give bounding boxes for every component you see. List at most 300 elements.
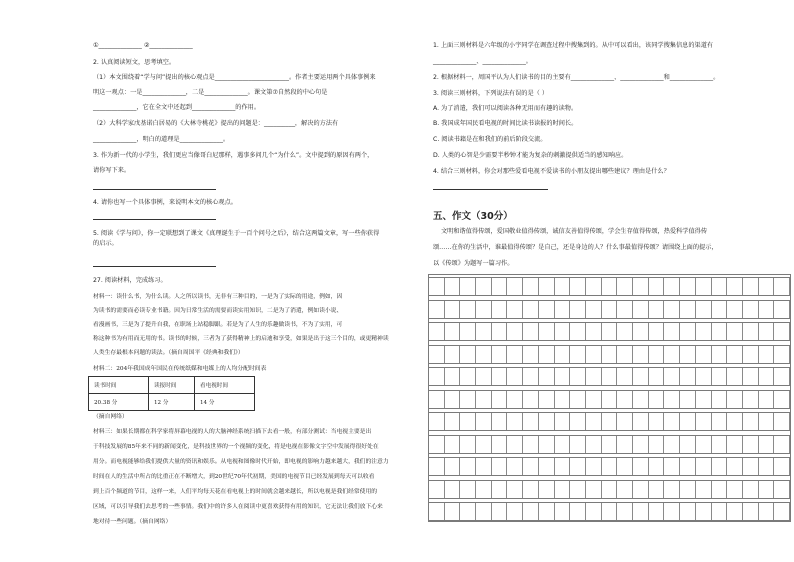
- grid-cell[interactable]: [633, 503, 649, 520]
- grid-cell[interactable]: [492, 481, 508, 498]
- material-3-line: 材料三：如果长期都在科学家将屏幕电视的人的大脑神经系统扫描下去看一般，有部分测试：当电视主要是出: [93, 429, 372, 435]
- grid-cell[interactable]: [617, 503, 633, 520]
- grid-row: [429, 435, 790, 454]
- option-a: A. 为了消遣，我们可以阅读各种无用而有趣的读物。: [433, 105, 578, 112]
- grid-cell[interactable]: [665, 323, 681, 340]
- grid-cell[interactable]: [696, 458, 712, 475]
- grid-cell[interactable]: [759, 391, 775, 408]
- grid-cell[interactable]: [633, 323, 649, 340]
- grid-cell[interactable]: [602, 503, 618, 520]
- grid-cell[interactable]: [445, 301, 461, 318]
- table-cell: 读书时间: [89, 377, 149, 394]
- source-note: （摘自网络）: [93, 414, 128, 420]
- material-1-line: 材料一：读什么书，为什么读。人之所以读书，无非有三种目的，一是为了实际的用途，例如，因: [93, 294, 343, 300]
- grid-cell[interactable]: [759, 368, 775, 385]
- grid-cell[interactable]: [492, 278, 508, 295]
- grid-row: [429, 345, 790, 364]
- grid-cell[interactable]: [727, 346, 743, 363]
- grid-cell[interactable]: [712, 346, 728, 363]
- grid-cell[interactable]: [539, 346, 555, 363]
- grid-cell[interactable]: [523, 323, 539, 340]
- table-cell: 读报时间: [149, 377, 195, 394]
- essay-section-title: 五、作文（30分）: [433, 211, 513, 222]
- grid-cell[interactable]: [602, 413, 618, 430]
- grid-cell[interactable]: [665, 436, 681, 453]
- grid-cell[interactable]: [665, 368, 681, 385]
- grid-cell[interactable]: [492, 436, 508, 453]
- grid-cell[interactable]: [460, 413, 476, 430]
- grid-cell[interactable]: [759, 458, 775, 475]
- grid-cell[interactable]: [680, 301, 696, 318]
- grid-cell[interactable]: [492, 458, 508, 475]
- grid-cell[interactable]: [523, 278, 539, 295]
- grid-cell[interactable]: [508, 323, 524, 340]
- grid-cell[interactable]: [602, 458, 618, 475]
- grid-cell[interactable]: [429, 346, 445, 363]
- grid-cell[interactable]: [743, 436, 759, 453]
- grid-cell[interactable]: [539, 301, 555, 318]
- grid-cell[interactable]: [460, 278, 476, 295]
- grid-cell[interactable]: [570, 481, 586, 498]
- grid-cell[interactable]: [476, 278, 492, 295]
- grid-cell[interactable]: [523, 391, 539, 408]
- grid-cell[interactable]: [555, 391, 571, 408]
- grid-cell[interactable]: [633, 391, 649, 408]
- question-3-cont: 请你写下来。: [93, 167, 131, 174]
- grid-cell[interactable]: [649, 278, 665, 295]
- grid-cell[interactable]: [774, 323, 790, 340]
- answer-line: [93, 266, 216, 267]
- option-c: C. 阅读书籍是在和我们的前后阶段交流。: [433, 136, 547, 143]
- grid-cell[interactable]: [680, 413, 696, 430]
- grid-cell[interactable]: [508, 436, 524, 453]
- grid-cell[interactable]: [649, 413, 665, 430]
- grid-cell[interactable]: [633, 481, 649, 498]
- grid-cell[interactable]: [445, 278, 461, 295]
- grid-cell[interactable]: [617, 413, 633, 430]
- grid-cell[interactable]: [665, 458, 681, 475]
- grid-cell[interactable]: [429, 458, 445, 475]
- grid-cell[interactable]: [774, 391, 790, 408]
- grid-cell[interactable]: [727, 503, 743, 520]
- grid-cell[interactable]: [539, 368, 555, 385]
- grid-cell[interactable]: [680, 391, 696, 408]
- grid-cell[interactable]: [617, 346, 633, 363]
- grid-cell[interactable]: [633, 458, 649, 475]
- grid-cell[interactable]: [712, 278, 728, 295]
- grid-cell[interactable]: [743, 458, 759, 475]
- grid-cell[interactable]: [508, 391, 524, 408]
- grid-cell[interactable]: [759, 346, 775, 363]
- grid-cell[interactable]: [743, 346, 759, 363]
- grid-cell[interactable]: [586, 346, 602, 363]
- grid-cell[interactable]: [586, 503, 602, 520]
- grid-cell[interactable]: [649, 436, 665, 453]
- grid-cell[interactable]: [476, 481, 492, 498]
- grid-cell[interactable]: [759, 323, 775, 340]
- grid-cell[interactable]: [570, 436, 586, 453]
- grid-cell[interactable]: [570, 323, 586, 340]
- grid-cell[interactable]: [665, 346, 681, 363]
- grid-cell[interactable]: [555, 436, 571, 453]
- grid-cell[interactable]: [555, 278, 571, 295]
- grid-cell[interactable]: [649, 323, 665, 340]
- grid-cell[interactable]: [774, 301, 790, 318]
- grid-cell[interactable]: [649, 481, 665, 498]
- grid-cell[interactable]: [602, 301, 618, 318]
- grid-cell[interactable]: [460, 436, 476, 453]
- grid-cell[interactable]: [445, 413, 461, 430]
- grid-cell[interactable]: [445, 346, 461, 363]
- grid-cell[interactable]: [476, 323, 492, 340]
- grid-cell[interactable]: [680, 368, 696, 385]
- grid-cell[interactable]: [555, 368, 571, 385]
- grid-cell[interactable]: [680, 481, 696, 498]
- material-3-line: 区域，可以引导我们去思考的一些事情。我们中的许多人在阅读中更喜欢获得有用的知识，它无法让我们放下心来: [93, 504, 383, 510]
- grid-cell[interactable]: [774, 458, 790, 475]
- grid-cell[interactable]: [555, 323, 571, 340]
- grid-cell[interactable]: [680, 503, 696, 520]
- grid-row: [429, 412, 790, 431]
- grid-cell[interactable]: [774, 503, 790, 520]
- grid-cell[interactable]: [492, 391, 508, 408]
- grid-cell[interactable]: [712, 458, 728, 475]
- grid-cell[interactable]: [508, 503, 524, 520]
- grid-cell[interactable]: [649, 368, 665, 385]
- grid-cell[interactable]: [586, 413, 602, 430]
- grid-cell[interactable]: [712, 436, 728, 453]
- grid-cell[interactable]: [508, 458, 524, 475]
- grid-cell[interactable]: [696, 503, 712, 520]
- grid-cell[interactable]: [759, 503, 775, 520]
- grid-cell[interactable]: [743, 278, 759, 295]
- grid-cell[interactable]: [743, 323, 759, 340]
- grid-cell[interactable]: [774, 436, 790, 453]
- q2-part2-line2: ______________，明白的道理是______________。: [93, 136, 230, 143]
- grid-cell[interactable]: [492, 503, 508, 520]
- grid-cell[interactable]: [696, 368, 712, 385]
- grid-cell[interactable]: [696, 391, 712, 408]
- essay-prompt-line: 颂……在你的生活中，谁最值得传颂？是自己，还是身边的人？什么事最值得传颂？请围绕上面的提示，: [433, 244, 718, 251]
- grid-cell[interactable]: [586, 481, 602, 498]
- grid-cell[interactable]: [460, 391, 476, 408]
- grid-cell[interactable]: [586, 436, 602, 453]
- grid-cell[interactable]: [696, 346, 712, 363]
- grid-cell[interactable]: [539, 436, 555, 453]
- essay-writing-grid[interactable]: [428, 274, 791, 522]
- grid-cell[interactable]: [586, 323, 602, 340]
- grid-cell[interactable]: [476, 413, 492, 430]
- grid-row: [429, 322, 790, 341]
- grid-cell[interactable]: [445, 368, 461, 385]
- grid-cell[interactable]: [602, 481, 618, 498]
- grid-cell[interactable]: [429, 368, 445, 385]
- grid-cell[interactable]: [586, 458, 602, 475]
- grid-cell[interactable]: [727, 301, 743, 318]
- grid-cell[interactable]: [445, 481, 461, 498]
- answer-line: [93, 219, 216, 220]
- grid-cell[interactable]: [712, 503, 728, 520]
- grid-cell[interactable]: [602, 346, 618, 363]
- grid-cell[interactable]: [696, 301, 712, 318]
- grid-cell[interactable]: [476, 458, 492, 475]
- grid-cell[interactable]: [696, 481, 712, 498]
- grid-cell[interactable]: [555, 301, 571, 318]
- grid-cell[interactable]: [665, 413, 681, 430]
- question-27: 27. 阅读材料，完成练习。: [93, 277, 167, 284]
- grid-cell[interactable]: [460, 458, 476, 475]
- right-question-4: 4. 结合三则材料，你会对那些爱看电视不爱读书的小朋友提出哪些建议？理由是什么？: [433, 168, 670, 175]
- grid-row: [429, 277, 790, 296]
- grid-cell[interactable]: [429, 278, 445, 295]
- grid-cell[interactable]: [570, 278, 586, 295]
- grid-cell[interactable]: [680, 436, 696, 453]
- grid-cell[interactable]: [555, 481, 571, 498]
- grid-cell[interactable]: [617, 323, 633, 340]
- grid-cell[interactable]: [570, 391, 586, 408]
- grid-cell[interactable]: [555, 346, 571, 363]
- grid-cell[interactable]: [508, 278, 524, 295]
- material-2-title: 材料二：204年我国成年国民在传统纸媒和电媒上的人均分配时间表: [93, 366, 267, 372]
- grid-cell[interactable]: [523, 413, 539, 430]
- grid-cell[interactable]: [617, 436, 633, 453]
- grid-cell[interactable]: [727, 323, 743, 340]
- grid-cell[interactable]: [492, 346, 508, 363]
- grid-cell[interactable]: [743, 391, 759, 408]
- grid-cell[interactable]: [429, 413, 445, 430]
- grid-cell[interactable]: [680, 458, 696, 475]
- grid-cell[interactable]: [665, 481, 681, 498]
- grid-cell[interactable]: [759, 413, 775, 430]
- grid-cell[interactable]: [460, 346, 476, 363]
- grid-cell[interactable]: [586, 391, 602, 408]
- table-cell: 14 分: [195, 394, 255, 411]
- grid-cell[interactable]: [570, 458, 586, 475]
- grid-cell[interactable]: [492, 368, 508, 385]
- grid-cell[interactable]: [476, 346, 492, 363]
- grid-cell[interactable]: [774, 413, 790, 430]
- grid-cell[interactable]: [539, 391, 555, 408]
- table-cell: 20.38 分: [89, 394, 149, 411]
- grid-row: [429, 502, 790, 521]
- grid-cell[interactable]: [523, 458, 539, 475]
- grid-cell[interactable]: [460, 323, 476, 340]
- grid-cell[interactable]: [445, 436, 461, 453]
- grid-cell[interactable]: [476, 503, 492, 520]
- grid-cell[interactable]: [759, 301, 775, 318]
- grid-cell[interactable]: [523, 301, 539, 318]
- grid-cell[interactable]: [523, 503, 539, 520]
- grid-cell[interactable]: [759, 436, 775, 453]
- grid-cell[interactable]: [649, 346, 665, 363]
- grid-cell[interactable]: [429, 436, 445, 453]
- grid-cell[interactable]: [555, 413, 571, 430]
- grid-cell[interactable]: [508, 481, 524, 498]
- essay-prompt-line: 文明和谐值得传颂，爱国敬业值得传颂，诚信友善值得传颂，学会生存值得传颂，热爱科学值得传: [441, 228, 708, 235]
- grid-cell[interactable]: [774, 278, 790, 295]
- grid-cell[interactable]: [539, 481, 555, 498]
- grid-cell[interactable]: [696, 436, 712, 453]
- grid-cell[interactable]: [508, 413, 524, 430]
- grid-cell[interactable]: [649, 503, 665, 520]
- grid-cell[interactable]: [429, 391, 445, 408]
- grid-cell[interactable]: [727, 413, 743, 430]
- material-1-line: 看漫画书，三是为了提升自我，在职场上站稳脚跟。若是为了人生的乐趣做读书，不为了实用，可: [93, 322, 343, 328]
- grid-cell[interactable]: [523, 368, 539, 385]
- grid-cell[interactable]: [617, 301, 633, 318]
- grid-cell[interactable]: [570, 503, 586, 520]
- q2-part1-line1: （1）本文围绕着“学与问”提出的核心观点是________________________。作者主要运用两个具体事例来: [93, 74, 376, 81]
- grid-cell[interactable]: [460, 503, 476, 520]
- grid-cell[interactable]: [476, 368, 492, 385]
- grid-cell[interactable]: [539, 323, 555, 340]
- grid-cell[interactable]: [665, 278, 681, 295]
- grid-cell[interactable]: [602, 368, 618, 385]
- grid-cell[interactable]: [696, 413, 712, 430]
- grid-cell[interactable]: [445, 458, 461, 475]
- grid-cell[interactable]: [429, 481, 445, 498]
- right-question-2: 2. 根据材料一，周国平认为人们读书的目的主要有______________、______________和______________。: [433, 74, 720, 81]
- grid-cell[interactable]: [555, 503, 571, 520]
- grid-cell[interactable]: [727, 481, 743, 498]
- grid-cell[interactable]: [429, 323, 445, 340]
- grid-cell[interactable]: [774, 346, 790, 363]
- grid-cell[interactable]: [539, 413, 555, 430]
- grid-cell[interactable]: [633, 301, 649, 318]
- grid-cell[interactable]: [492, 301, 508, 318]
- question-3: 3. 作为新一代的小学生，我们更应当像哥白尼那样，遇事多问几个“为什么”。文中提到的原因有两个，: [93, 152, 374, 159]
- grid-cell[interactable]: [476, 436, 492, 453]
- grid-cell[interactable]: [649, 301, 665, 318]
- grid-cell[interactable]: [555, 458, 571, 475]
- grid-cell[interactable]: [696, 278, 712, 295]
- grid-cell[interactable]: [429, 301, 445, 318]
- material-3-line: 用分。而电视能够给我们提供大量的资讯和娱乐。从电视和图像时代开始，即电视的影响力越来越大，我们的注意力: [93, 459, 389, 465]
- grid-cell[interactable]: [649, 391, 665, 408]
- grid-cell[interactable]: [680, 323, 696, 340]
- grid-cell[interactable]: [743, 481, 759, 498]
- grid-cell[interactable]: [633, 346, 649, 363]
- reading-time-table: [88, 376, 255, 411]
- grid-cell[interactable]: [774, 368, 790, 385]
- grid-cell[interactable]: [712, 413, 728, 430]
- grid-cell[interactable]: [492, 413, 508, 430]
- grid-cell[interactable]: [539, 458, 555, 475]
- grid-cell[interactable]: [445, 323, 461, 340]
- grid-cell[interactable]: [508, 368, 524, 385]
- grid-cell[interactable]: [602, 391, 618, 408]
- grid-row: [429, 480, 790, 499]
- grid-cell[interactable]: [633, 436, 649, 453]
- grid-cell[interactable]: [523, 481, 539, 498]
- material-1-line: 人类生存最根本问题的读法。（摘自周国平《经典和我们》）: [93, 350, 244, 356]
- grid-cell[interactable]: [460, 481, 476, 498]
- material-1-line: 为读书的需要而必读专业书籍。因为日常生活的需要而读实用知识，二是为了消遣，例如读小说、: [93, 308, 343, 314]
- grid-cell[interactable]: [696, 323, 712, 340]
- grid-row: [429, 367, 790, 386]
- grid-cell[interactable]: [539, 278, 555, 295]
- grid-cell[interactable]: [712, 323, 728, 340]
- grid-cell[interactable]: [523, 346, 539, 363]
- grid-cell[interactable]: [492, 323, 508, 340]
- material-3-line: 时间在人的生活中所占的比重正在不断增大，到20世纪70年代初期，美国的电视节目已经发展到每天可以收看: [93, 474, 375, 480]
- grid-cell[interactable]: [665, 503, 681, 520]
- right-question-1-blanks: ______________、______________。: [433, 58, 532, 65]
- grid-cell[interactable]: [460, 301, 476, 318]
- grid-cell[interactable]: [774, 481, 790, 498]
- grid-cell[interactable]: [508, 346, 524, 363]
- material-3-line: 地对待一些问题。（摘自网络）: [93, 519, 172, 525]
- grid-cell[interactable]: [727, 368, 743, 385]
- grid-cell[interactable]: [570, 301, 586, 318]
- grid-cell[interactable]: [649, 458, 665, 475]
- grid-cell[interactable]: [523, 436, 539, 453]
- grid-cell[interactable]: [586, 368, 602, 385]
- grid-cell[interactable]: [602, 436, 618, 453]
- grid-cell[interactable]: [602, 278, 618, 295]
- grid-cell[interactable]: [743, 368, 759, 385]
- grid-cell[interactable]: [712, 481, 728, 498]
- grid-cell[interactable]: [712, 391, 728, 408]
- grid-row: [429, 457, 790, 476]
- grid-cell[interactable]: [445, 391, 461, 408]
- grid-cell[interactable]: [759, 481, 775, 498]
- grid-cell[interactable]: [727, 458, 743, 475]
- grid-cell[interactable]: [570, 368, 586, 385]
- grid-cell[interactable]: [602, 323, 618, 340]
- essay-prompt-line: 以《传颂》为题写一篇习作。: [433, 260, 514, 267]
- grid-cell[interactable]: [460, 368, 476, 385]
- grid-cell[interactable]: [617, 278, 633, 295]
- grid-cell[interactable]: [665, 391, 681, 408]
- grid-cell[interactable]: [712, 301, 728, 318]
- grid-cell[interactable]: [680, 278, 696, 295]
- grid-cell[interactable]: [476, 301, 492, 318]
- grid-cell[interactable]: [743, 503, 759, 520]
- grid-cell[interactable]: [617, 368, 633, 385]
- grid-cell[interactable]: [680, 346, 696, 363]
- answer-blanks-1: ①______________ ②______________: [93, 42, 193, 49]
- grid-cell[interactable]: [727, 391, 743, 408]
- grid-cell[interactable]: [665, 301, 681, 318]
- grid-cell[interactable]: [727, 278, 743, 295]
- grid-cell[interactable]: [570, 346, 586, 363]
- grid-cell[interactable]: [539, 503, 555, 520]
- grid-cell[interactable]: [508, 301, 524, 318]
- grid-cell[interactable]: [743, 301, 759, 318]
- grid-cell[interactable]: [617, 458, 633, 475]
- grid-cell[interactable]: [617, 481, 633, 498]
- grid-cell[interactable]: [617, 391, 633, 408]
- grid-cell[interactable]: [759, 278, 775, 295]
- grid-cell[interactable]: [633, 368, 649, 385]
- material-3-line: 于科技发展的85年来不同的新闻变化，是科技世界的一个视频的变化，将是电视在影像文字空中发展得很好处在: [93, 444, 379, 450]
- grid-cell[interactable]: [727, 436, 743, 453]
- grid-cell[interactable]: [429, 503, 445, 520]
- grid-cell[interactable]: [586, 278, 602, 295]
- grid-cell[interactable]: [712, 368, 728, 385]
- grid-cell[interactable]: [476, 391, 492, 408]
- table-row: [89, 394, 255, 411]
- grid-cell[interactable]: [570, 413, 586, 430]
- grid-cell[interactable]: [633, 413, 649, 430]
- grid-cell[interactable]: [586, 301, 602, 318]
- option-b: B. 我国成年国民看电视的时间比读书读报的时间长。: [433, 120, 578, 127]
- grid-cell[interactable]: [743, 413, 759, 430]
- grid-cell[interactable]: [445, 503, 461, 520]
- grid-cell[interactable]: [633, 278, 649, 295]
- option-d: D. 人类的心智是少需要半秒钟才能为复杂的刺激提供适当的感知响应。: [433, 152, 628, 159]
